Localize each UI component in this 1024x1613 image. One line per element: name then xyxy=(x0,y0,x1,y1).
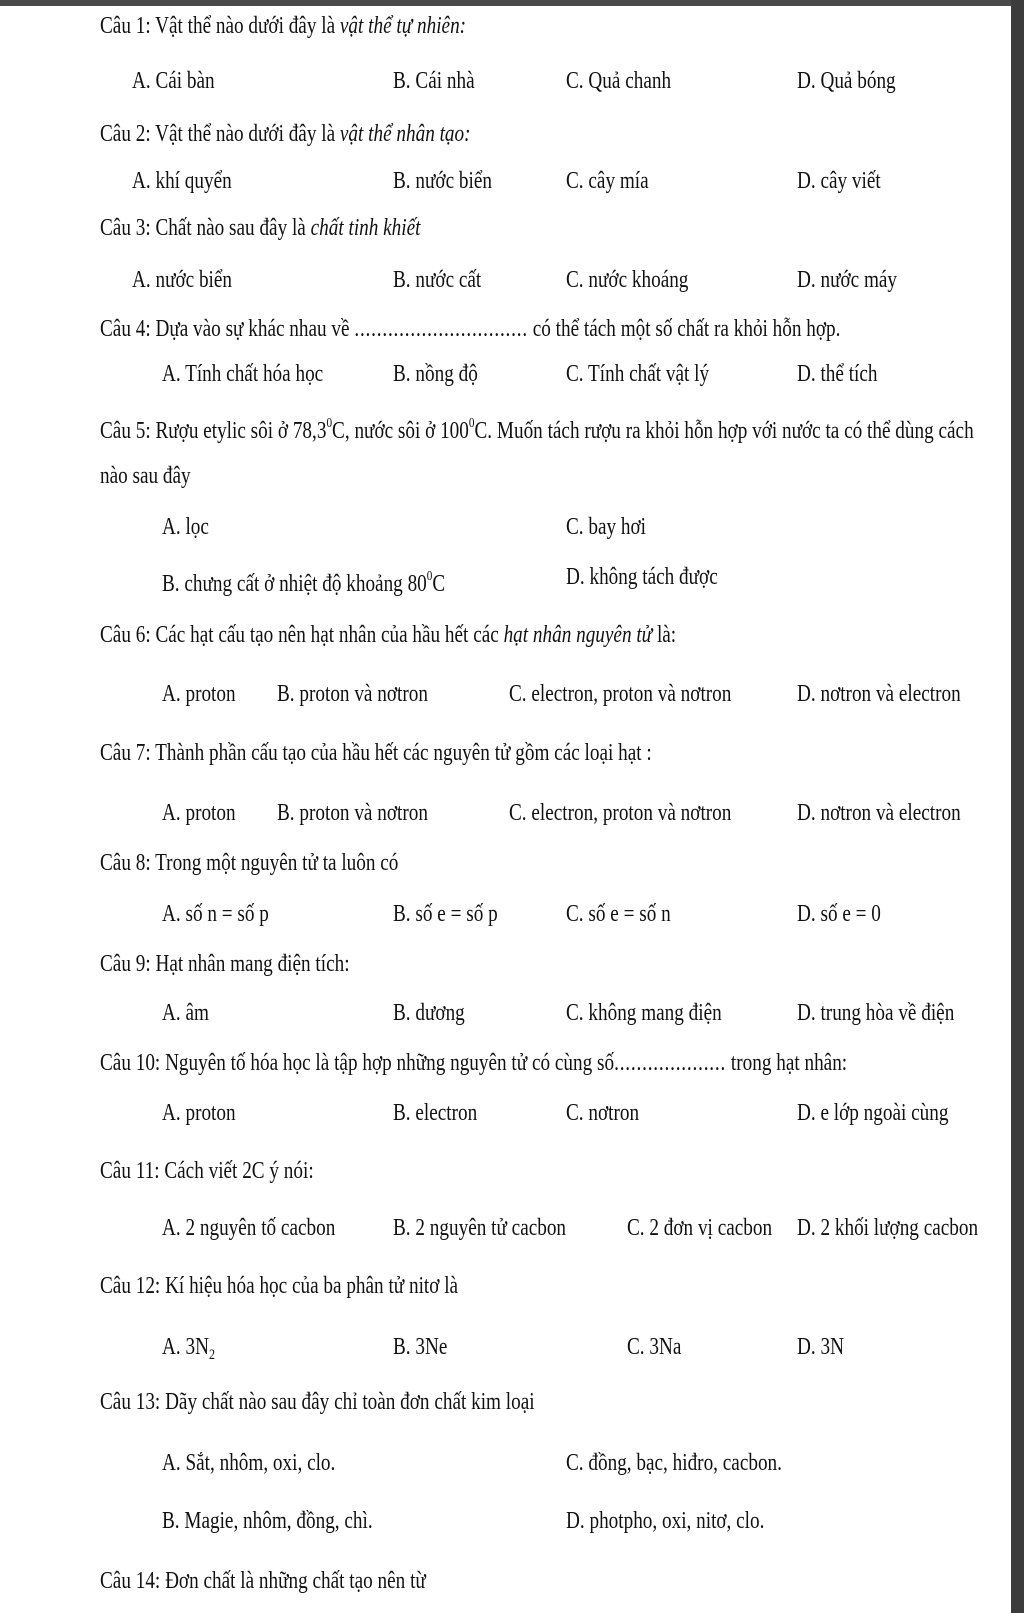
option-d[interactable]: D. nơtron và electron xyxy=(797,681,961,707)
question-5 xyxy=(100,409,974,446)
question-text: Dựa vào sự khác nhau về xyxy=(150,316,355,342)
question-5-line-2: nào sau đây xyxy=(100,463,191,489)
option-a[interactable] xyxy=(162,1332,215,1370)
option-a[interactable]: A. lọc xyxy=(162,514,209,540)
option-c[interactable]: C. số e = số n xyxy=(566,901,671,927)
option-b[interactable]: B. proton và nơtron xyxy=(277,681,428,707)
option-d[interactable]: D. nơtron và electron xyxy=(797,800,961,826)
option-a[interactable]: A. Tính chất hóa học xyxy=(162,361,324,387)
question-label: Câu 8: xyxy=(100,850,151,876)
option-d[interactable]: D. 3N xyxy=(797,1334,844,1360)
question-text: Chất nào sau đây là xyxy=(150,215,311,241)
option-b[interactable]: B. Cái nhà xyxy=(393,68,475,94)
option-a[interactable]: A. nước biển xyxy=(132,267,233,293)
question-text: Cách viết 2C ý nói: xyxy=(159,1158,314,1184)
question-text-end: trong hạt nhân: xyxy=(726,1050,848,1076)
degree-superscript: 0 xyxy=(326,416,333,431)
question-text: Kí hiệu hóa học của ba phân tử nitơ là xyxy=(160,1273,459,1299)
option-a[interactable]: A. proton xyxy=(162,1100,236,1126)
question-label: Câu 12: xyxy=(100,1273,161,1299)
question-12 xyxy=(100,1271,458,1301)
option-d[interactable]: D. Quả bóng xyxy=(797,68,896,94)
option-c[interactable]: C. 2 đơn vị cacbon xyxy=(627,1215,773,1241)
question-2 xyxy=(100,119,471,149)
viewer-edge xyxy=(1011,0,1024,1613)
option-c[interactable]: C. electron, proton và nơtron xyxy=(509,681,732,707)
option-c[interactable]: C. bay hơi xyxy=(566,514,647,540)
question-label: Câu 9: xyxy=(100,951,151,977)
question-label: Câu 13: xyxy=(100,1389,161,1415)
question-text: Vật thể nào dưới đây là xyxy=(150,13,340,39)
option-b-unit: C xyxy=(432,571,446,597)
option-c[interactable]: C. cây mía xyxy=(566,168,649,194)
option-d[interactable]: D. e lớp ngoài cùng xyxy=(797,1100,949,1126)
question-text: Đơn chất là những chất tạo nên từ xyxy=(160,1568,426,1594)
question-6 xyxy=(100,620,676,650)
question-label: Câu 7: xyxy=(100,740,151,766)
question-label: Câu 1: xyxy=(100,13,151,39)
question-11 xyxy=(100,1156,314,1186)
option-c[interactable]: C. Tính chất vật lý xyxy=(566,361,710,387)
document-page xyxy=(0,6,1011,1613)
option-b[interactable]: B. 3Ne xyxy=(393,1334,448,1360)
option-b[interactable]: B. electron xyxy=(393,1100,478,1126)
option-d[interactable]: D. 2 khối lượng cacbon xyxy=(797,1215,979,1241)
option-c[interactable]: C. nơtron xyxy=(566,1100,640,1126)
question-text: Rượu etylic sôi ở 78,3 xyxy=(150,418,327,444)
question-3 xyxy=(100,213,420,243)
option-b[interactable]: B. 2 nguyên tử cacbon xyxy=(393,1215,567,1241)
question-text: Vật thể nào dưới đây là xyxy=(150,121,340,147)
option-d[interactable]: D. trung hòa về điện xyxy=(797,1000,955,1026)
option-c[interactable]: C. Quả chanh xyxy=(566,68,672,94)
question-text: C, nước sôi ở 100 xyxy=(332,418,469,444)
question-text-end: có thể tách một số chất ra khỏi hỗn hợp. xyxy=(527,316,841,342)
question-label: Câu 10: xyxy=(100,1050,161,1076)
degree-superscript: 0 xyxy=(468,416,475,431)
option-b-text: B. chưng cất ở nhiệt độ khoảng 80 xyxy=(162,571,427,597)
option-b[interactable]: B. dương xyxy=(393,1000,465,1026)
question-label: Câu 3: xyxy=(100,215,151,241)
question-8 xyxy=(100,848,398,878)
subscript: 2 xyxy=(208,1347,215,1363)
option-c[interactable]: C. nước khoáng xyxy=(566,267,689,293)
question-emphasis: chất tinh khiết xyxy=(310,215,421,241)
option-a[interactable]: A. âm xyxy=(162,1000,209,1026)
option-a[interactable]: A. proton xyxy=(162,800,236,826)
question-emphasis: hạt nhân nguyên tử xyxy=(503,622,653,648)
question-9 xyxy=(100,949,350,979)
question-label: Câu 11: xyxy=(100,1158,160,1184)
question-text: Dãy chất nào sau đây chỉ toàn đơn chất kim loại xyxy=(160,1389,535,1415)
question-10 xyxy=(100,1048,847,1078)
question-14 xyxy=(100,1566,426,1596)
option-b[interactable]: B. số e = số p xyxy=(393,901,498,927)
question-text: Nguyên tố hóa học là tập hợp những nguyên tử có cùng số xyxy=(160,1050,615,1076)
option-a[interactable]: A. số n = số p xyxy=(162,901,269,927)
option-c[interactable]: C. 3Na xyxy=(627,1334,682,1360)
option-d[interactable]: D. photpho, oxi, nitơ, clo. xyxy=(566,1508,765,1534)
option-d[interactable]: D. thể tích xyxy=(797,361,878,387)
question-emphasis: vật thể nhân tạo: xyxy=(339,121,471,147)
option-b[interactable]: B. nồng độ xyxy=(393,361,478,387)
question-label: Câu 5: xyxy=(100,418,151,444)
option-a[interactable]: A. khí quyển xyxy=(132,168,232,194)
answer-blank: .................... xyxy=(614,1050,727,1076)
question-label: Câu 4: xyxy=(100,316,151,342)
question-text: Thành phần cấu tạo của hầu hết các nguyên tử gồm các loại hạt : xyxy=(150,740,652,766)
option-d[interactable]: D. nước máy xyxy=(797,267,898,293)
option-c[interactable]: C. đồng, bạc, hiđro, cacbon. xyxy=(566,1450,782,1476)
option-b[interactable]: B. nước cất xyxy=(393,267,482,293)
option-d[interactable]: D. không tách được xyxy=(566,564,718,590)
option-a[interactable]: A. Cái bàn xyxy=(132,68,215,94)
option-c[interactable]: C. không mang điện xyxy=(566,1000,722,1026)
option-d[interactable]: D. số e = 0 xyxy=(797,901,881,927)
option-a[interactable]: A. Sắt, nhôm, oxi, clo. xyxy=(162,1450,336,1476)
question-emphasis: vật thể tự nhiên: xyxy=(339,13,467,39)
question-13 xyxy=(100,1387,535,1417)
option-a[interactable]: A. proton xyxy=(162,681,236,707)
answer-blank: ............................... xyxy=(354,316,528,342)
question-text: C. Muốn tách rượu ra khỏi hỗn hợp với nước ta có thể dùng cách xyxy=(474,418,974,444)
question-text: Các hạt cấu tạo nên hạt nhân của hầu hết các xyxy=(150,622,504,648)
option-b[interactable] xyxy=(162,562,445,599)
option-a[interactable]: A. 2 nguyên tố cacbon xyxy=(162,1215,336,1241)
question-4 xyxy=(100,314,840,344)
option-b[interactable]: B. proton và nơtron xyxy=(277,800,428,826)
question-label: Câu 2: xyxy=(100,121,151,147)
question-text-end: là: xyxy=(652,622,677,648)
option-a-text: A. 3N xyxy=(162,1334,209,1360)
question-7 xyxy=(100,738,652,768)
question-label: Câu 14: xyxy=(100,1568,161,1594)
option-c[interactable]: C. electron, proton và nơtron xyxy=(509,800,732,826)
question-1 xyxy=(100,11,466,41)
option-b[interactable]: B. Magie, nhôm, đồng, chì. xyxy=(162,1508,373,1534)
question-text: Hạt nhân mang điện tích: xyxy=(150,951,350,977)
question-label: Câu 6: xyxy=(100,622,151,648)
option-d[interactable]: D. cây viết xyxy=(797,168,881,194)
option-b[interactable]: B. nước biển xyxy=(393,168,492,194)
degree-superscript: 0 xyxy=(426,569,433,584)
question-text: Trong một nguyên tử ta luôn có xyxy=(150,850,399,876)
